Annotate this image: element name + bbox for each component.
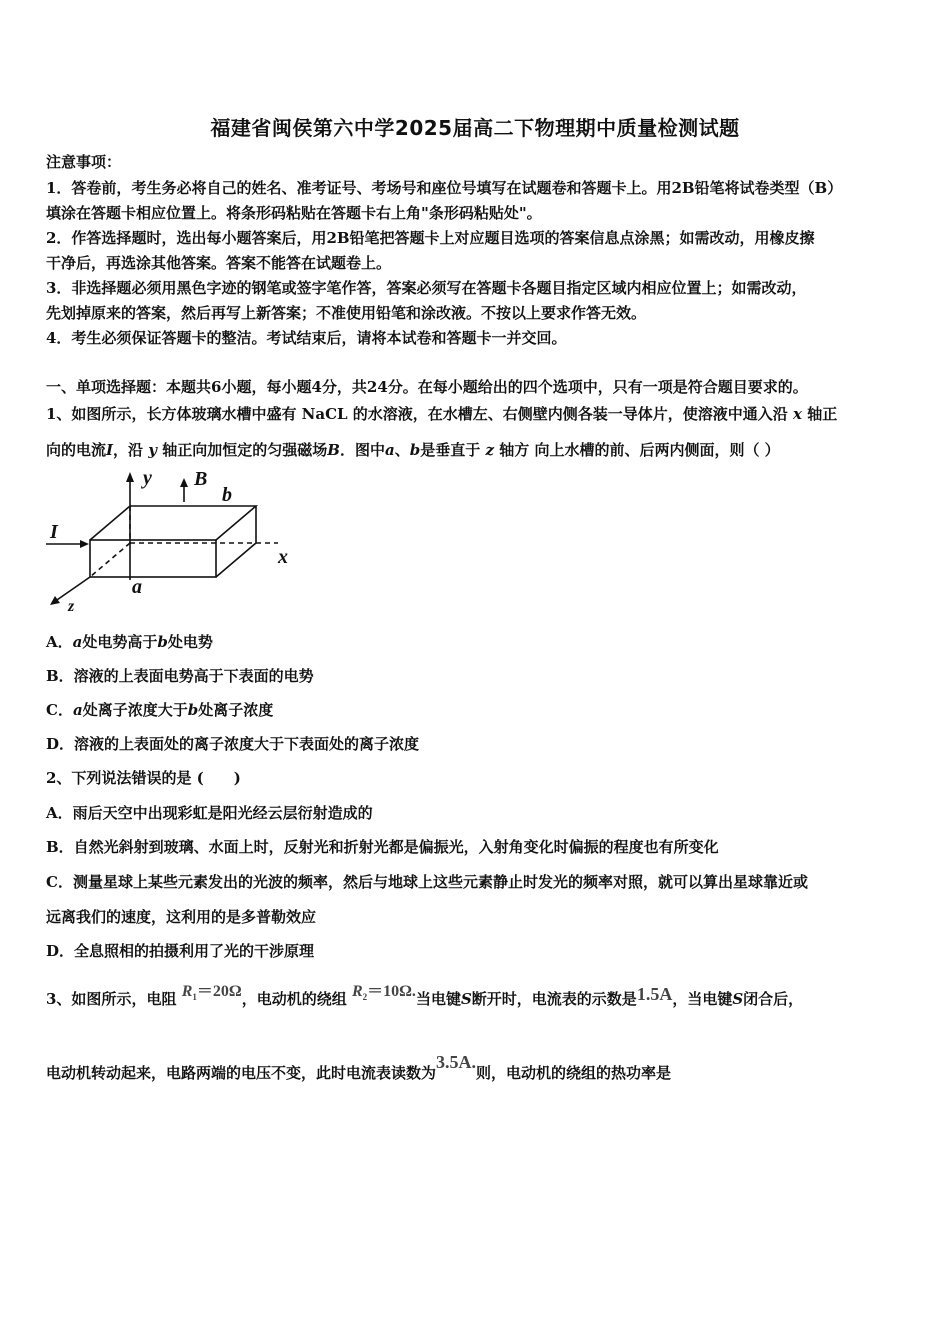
tank-hidden-edge <box>90 543 130 577</box>
text-run: ．图中 <box>339 441 385 459</box>
question-1-option-c <box>46 700 273 720</box>
label-y: y <box>143 467 152 489</box>
text-run: 处离子浓度 <box>198 701 274 719</box>
question-2-stem: 2、下列说法错误的是 ( ) <box>46 769 241 787</box>
var-B: B <box>327 441 340 459</box>
math-i2: 3.5A. <box>436 1052 477 1072</box>
question-2-option-d: D．全息照相的拍摄利用了光的干涉原理 <box>46 942 315 960</box>
section-heading: 一、单项选择题：本题共6小题，每小题4分，共24分。在每小题给出的四个选项中，只有一项是符合题目要求的。 <box>46 378 808 396</box>
text-run: 处电势高于 <box>82 633 158 651</box>
label-B: B <box>194 468 208 490</box>
var-I: I <box>106 441 114 459</box>
question-1-option-a <box>46 632 213 652</box>
label-x: x <box>278 546 288 568</box>
question-1-stem-line1 <box>46 404 837 424</box>
math-value: ＝20Ω <box>196 983 242 1000</box>
var-a: a <box>72 701 83 719</box>
math-subscript: 1 <box>192 992 197 1003</box>
label-a: a <box>132 576 142 598</box>
text-run: 、 <box>394 441 410 459</box>
text-run: 闭合后， <box>743 990 804 1008</box>
text-run: 电动机转动起来，电路两端的电压不变，此时电流表读数为 <box>46 1064 437 1082</box>
text-run: 处电势 <box>167 633 213 651</box>
y-axis-arrowhead <box>126 472 134 482</box>
var-b: b <box>187 701 199 719</box>
var-b: b <box>157 633 168 651</box>
notice-line: 2．作答选择题时，选出每小题答案后，用2B铅笔把答题卡上对应题目选项的答案信息点涂黑；如需改动，用橡皮擦 <box>46 229 815 247</box>
math-value: ＝10Ω. <box>367 983 416 1000</box>
label-I: I <box>50 521 58 543</box>
question-2-option-b: B．自然光斜射到玻璃、水面上时，反射光和折射光都是偏振光，入射角变化时偏振的程度也有所变化 <box>46 838 719 856</box>
math-subscript: 2 <box>362 992 368 1003</box>
text-run: 轴方 向上水槽的前、后两内侧面，则（ ） <box>499 441 780 459</box>
question-3-stem-line2 <box>46 1052 672 1083</box>
b-field-arrowhead <box>180 478 188 487</box>
var-a: a <box>384 441 395 459</box>
text-run: 是垂直于 <box>420 441 481 459</box>
text-run: 断开时，电流表的示数是 <box>471 990 637 1008</box>
text-run: 轴正 <box>807 405 838 423</box>
text-run: 向的电流 <box>46 441 107 459</box>
var-a: a <box>72 633 83 651</box>
question-2-option-c-line2: 远离我们的速度，这利用的是多普勒效应 <box>46 908 317 926</box>
text-run: ，当电键 <box>672 990 733 1008</box>
var-y: y <box>148 441 158 459</box>
z-axis-arrowhead <box>50 596 60 605</box>
current-arrowhead <box>80 540 89 548</box>
notice-line: 先划掉原来的答案，然后再写上新答案；不准使用铅笔和涂改液。不按以上要求作答无效。 <box>46 304 647 322</box>
tank-right-face <box>216 506 256 577</box>
notice-line: 1．答卷前，考生务必将自己的姓名、准考证号、考场号和座位号填写在试题卷和答题卡上。用2B铅笔将试卷类型（B） <box>46 179 843 197</box>
text-run: C． <box>46 701 73 719</box>
math-symbol: R <box>181 983 193 1000</box>
question-1-option-d: D．溶液的上表面处的离子浓度大于下表面处的离子浓度 <box>46 735 420 753</box>
question-1-stem-line2 <box>46 440 780 460</box>
notice-line: 干净后，再选涂其他答案。答案不能答在试题卷上。 <box>46 254 392 272</box>
question-1-figure <box>40 462 310 618</box>
var-S: S <box>460 990 472 1008</box>
notice-line: 3．非选择题必须用黑色字迹的钢笔或签字笔作答，答案必须写在答题卡各题目指定区域内相应位置上；如需改动， <box>46 279 807 297</box>
notice-heading: 注意事项： <box>46 153 122 171</box>
math-symbol: R <box>351 983 363 1000</box>
tank-top-face <box>90 506 256 540</box>
text-run: 1、如图所示，长方体玻璃水槽中盛有 NaCL 的水溶液，在水槽左、右侧壁内侧各装一导体片，使溶液中通入沿 <box>46 405 788 423</box>
text-run: ，电动机的绕组 <box>241 990 347 1008</box>
var-b: b <box>409 441 421 459</box>
label-b: b <box>222 484 232 506</box>
question-2-option-c-line1: C．测量星球上某些元素发出的光波的频率，然后与地球上这些元素静止时发光的频率对照，就可以算出星球靠近或 <box>46 873 808 891</box>
text-run: 处离子浓度大于 <box>82 701 188 719</box>
question-3-stem-line1 <box>46 983 804 1015</box>
text-run: 当电键 <box>415 990 461 1008</box>
math-i1: 1.5A <box>636 984 673 1004</box>
text-run: ，沿 <box>113 441 144 459</box>
var-S: S <box>732 990 744 1008</box>
text-run: A． <box>46 633 73 651</box>
tank-front-face <box>90 540 216 577</box>
notice-line: 填涂在答题卡相应位置上。将条形码粘贴在答题卡右上角"条形码粘贴处"。 <box>46 204 542 222</box>
notice-line: 4．考生必须保证答题卡的整洁。考试结束后，请将本试卷和答题卡一并交回。 <box>46 329 567 347</box>
math-r1 <box>182 982 242 1007</box>
text-run: 轴正向加恒定的匀强磁场 <box>162 441 328 459</box>
var-x: x <box>793 405 802 423</box>
page-title: 福建省闽侯第六中学2025届高二下物理期中质量检测试题 <box>210 116 740 140</box>
text-run: 3、如图所示，电阻 <box>46 990 177 1008</box>
math-r2 <box>352 982 416 1007</box>
text-run: 则，电动机的绕组的热功率是 <box>476 1064 672 1082</box>
question-2-option-a: A．雨后天空中出现彩虹是阳光经云层衍射造成的 <box>46 804 373 822</box>
var-z: z <box>485 441 494 459</box>
question-1-option-b: B．溶液的上表面电势高于下表面的电势 <box>46 667 314 685</box>
label-z: z <box>68 598 75 615</box>
